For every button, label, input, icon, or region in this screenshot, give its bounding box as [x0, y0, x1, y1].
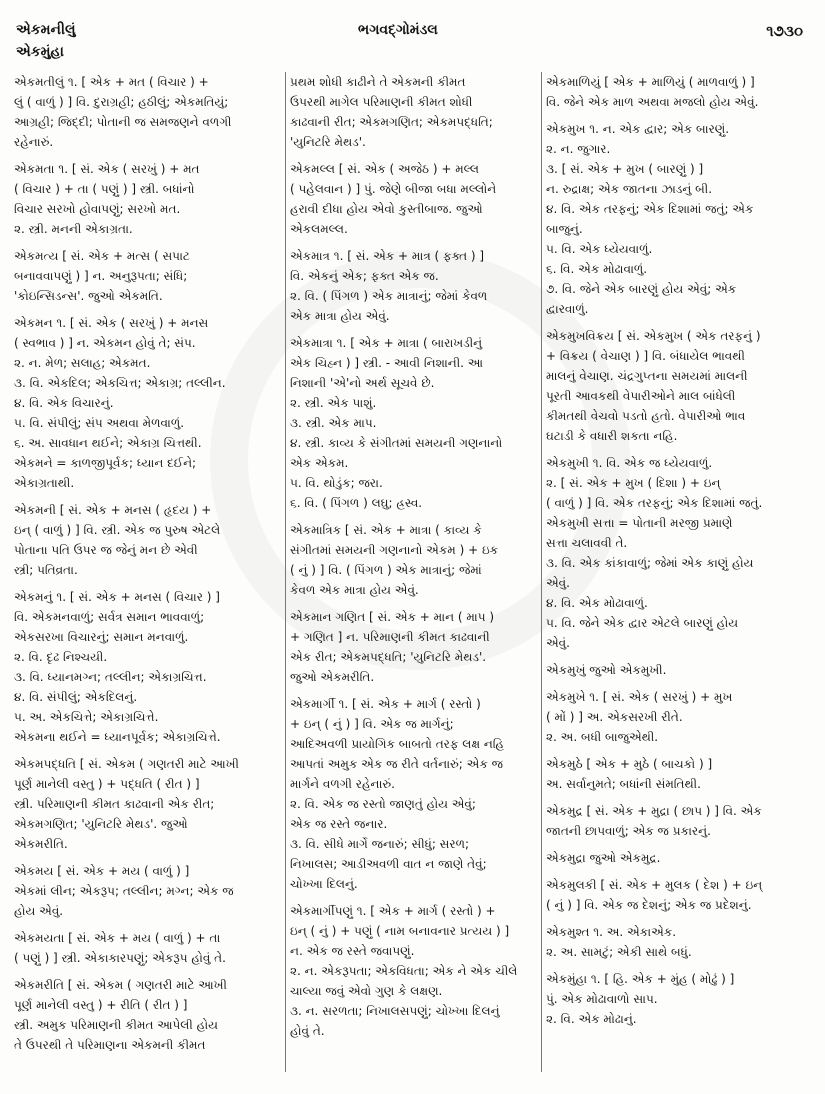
header-left-guideword: એકમનીલું: [16, 22, 76, 38]
entry-text-line: બાજુનું.: [546, 222, 583, 236]
entry-text-line: અ. સર્વાનુમતે; બધાંની સંમતિથી.: [546, 777, 701, 791]
entry-text-line: ૩. વિ. એકદિલ; એકચિત્ત; એકાગ્ર; તલ્લીન.: [14, 376, 226, 390]
entry-text-line: એવું.: [546, 636, 570, 650]
entry-headline: એકમુખું જુઓ એકમુખી.: [546, 663, 667, 677]
entry-headline: એકમન ૧. [ સં. એક ( સરખું ) + મનસ: [14, 316, 209, 330]
entry-text-line: ૬. વિ. એક મોઢાવાળું.: [546, 262, 648, 276]
dictionary-entry: [14, 500, 280, 580]
entry-text-line: 'કોઇન્સિડન્સ'. જુઓ એકમતિ.: [14, 289, 163, 303]
entry-text-line: વિ. એકનું એક; ફક્ત એક જ.: [290, 269, 439, 283]
dictionary-entry: [546, 119, 812, 319]
entry-text-line: ૩. વિ. એક કાંકાવાળું; જેમાં એક કાણું હોય: [546, 556, 754, 570]
dictionary-entry: [290, 520, 538, 600]
entry-text-line: એક રીત; એકમપદ્ધતિ; 'યુનિટરિ મેથડ'.: [290, 650, 487, 664]
entry-text-line: ૫. વિ. એક ધ્યેયવાળું.: [546, 242, 653, 256]
entry-text-line: એકલમલ્લ.: [290, 222, 348, 236]
entry-text-line: ઇન્ ( નું ) + પણું ( નામ બનાવનાર પ્રત્યય ) ]: [290, 924, 510, 938]
entry-text-line: બનાવવાપણું ) ] ન. અનુરૂપતા; સંધિ;: [14, 269, 188, 283]
entry-text-line: ૭. વિ. જેને એક બારણું હોય એવું; એક: [546, 282, 737, 296]
entry-text-line: ૨. વિ. દૃઢ નિશ્ચયી.: [14, 650, 108, 664]
entry-headline: એકમયતા [ સં. એક + મય ( વાળું ) + તા: [14, 931, 221, 945]
entry-text-line: ૨. ન. મેળ; સલાહ; એકમત.: [14, 356, 151, 370]
dictionary-entry: [14, 754, 280, 854]
entry-text-line: આદિઅવળી પ્રાયોગિક બાબતો તરફ લક્ષ નહિ: [290, 737, 505, 751]
entry-text-line: લું ( વાળું ) ] વિ. દુરાગ્રહી; હઠીલું; એકમતિયું;: [14, 95, 229, 109]
entry-headline: એકમાત્ર ૧. [ સં. એક + માત્ર ( ફક્ત ) ]: [290, 249, 485, 263]
dictionary-entry: [14, 313, 280, 493]
entry-text-line: + ઇન્ ( નું ) ] વિ. એક જ માર્ગનું;: [290, 717, 454, 731]
entry-text-line: વિ. એકમનવાળું; સર્વત્ર સમાન ભાવવાળું;: [14, 610, 205, 624]
dictionary-entry: [14, 975, 280, 1055]
entry-text-line: ન. રુદ્રાક્ષ; એક જાતના ઝાડનું બી.: [546, 182, 713, 196]
entry-text-line: ૨. અ. બધી બાજુએથી.: [546, 730, 659, 744]
entry-text-line: ૫. વિ. જેને એક દ્વાર એટલે બારણું હોય: [546, 616, 739, 630]
entry-headline: એકમુઠે [ એક + મુઠે ( બાચકો ) ]: [546, 757, 713, 771]
entry-headline: એકમાર્ગી ૧. [ સં. એક + માર્ગ ( રસ્તો ): [290, 697, 481, 711]
column-1: [14, 72, 280, 1084]
entry-text-line: ૬. અ. સાવધાન થઈને; એકાગ્ર ચિત્તથી.: [14, 436, 202, 450]
dictionary-entry: [14, 246, 280, 306]
dictionary-entry: [546, 660, 812, 680]
entry-text-line: ( નું ) ] વિ. એક જ દેશનું; એક જ પ્રદેશનું.: [546, 898, 752, 912]
header-left-guideword-2: એકમુંહા: [16, 44, 64, 60]
entry-text-line: હરાવી દીધા હોય એવો કુસ્તીબાજ. જુઓ: [290, 202, 483, 216]
entry-text-line: કીમતથી વેચવો પડતો હતો. વેપારીઓ ભાવ: [546, 409, 746, 423]
entry-text-line: ૪. વિ. એક તરફનું; એક દિશામાં જતું; એક: [546, 202, 754, 216]
entry-text-line: ( પણું ) ] સ્ત્રી. એકાકારપણું; એકરૂપ હોવું તે.: [14, 951, 226, 965]
entry-text-line: ૬. વિ. ( પિંગળ ) લઘુ; હ્રસ્વ.: [290, 496, 423, 510]
entry-text-line: ચાલ્યા જવું એવો ગુણ કે લક્ષણ.: [290, 984, 443, 998]
entry-text-line: એકસરખા વિચારનું; સમાન મનવાળું.: [14, 630, 189, 644]
dictionary-entry: [546, 848, 812, 868]
entry-text-line: ૫. વિ. સંપીલું; સંપ અથવા મેળવાળું.: [14, 416, 185, 430]
entry-headline: એકમુખ ૧. ન. એક દ્વાર; એક બારણું.: [546, 122, 730, 136]
entry-headline: એકમતીલું ૧. [ એક + મત ( વિચાર ) +: [14, 75, 209, 89]
entry-text-line: એકમગણિત; 'યુનિટરિ મેથડ'. જુઓ: [14, 817, 188, 831]
entry-text-line: ૨. વિ. એક મોઢાનું.: [546, 1012, 637, 1026]
entry-text-line: માલનું વેચાણ. ચંદ્રગુપ્તના સમયમાં માલની: [546, 369, 748, 383]
header-title: ભગવદ્ગોમંડલ: [358, 22, 438, 38]
entry-headline: એકમની [ સં. એક + મનસ ( હૃદય ) +: [14, 503, 212, 517]
entry-headline: એકમત્ય [ સં. એક + મત્સ ( સપાટ: [14, 249, 190, 263]
entry-text-line: જાતની છાપવાળું; એક જ પ્રકારનું.: [546, 824, 711, 838]
entry-text-line: ( વિચાર ) + તા ( પણું ) ] સ્ત્રી. બધાંનો: [14, 182, 195, 196]
entry-text-line: ૨. ન. જુગાર.: [546, 142, 611, 156]
entry-text-line: સ્ત્રી. પરિમાણની કીમત કાઢવાની એક રીત;: [14, 797, 215, 811]
entry-text-line: ઇન્ ( વાળું ) ] વિ. સ્ત્રી. એક જ પુરુષ એટલે: [14, 523, 221, 537]
entry-text-line: એક જ રસ્તે જનાર.: [290, 817, 388, 831]
dictionary-entry: [546, 801, 812, 841]
entry-text-line: ( મોં ) ] અ. એકસરખી રીતે.: [546, 710, 683, 724]
dictionary-entry: [546, 687, 812, 747]
entry-text-line: ૨. સ્ત્રી. એક પાશું.: [290, 396, 377, 410]
entry-text-line: ૪. વિ. એક મોઢાવાળું.: [546, 596, 648, 610]
entry-text-line: નિશાની 'એ'નો અર્થ સૂચવે છે.: [290, 376, 435, 390]
entry-text-line: સ્ત્રી; પતિવ્રતા.: [14, 563, 78, 577]
entry-text-line: 'યુનિટરિ મેથડ'.: [290, 135, 366, 149]
dictionary-entry: [290, 901, 538, 1041]
dictionary-entry: [14, 159, 280, 239]
entry-headline: એકમરીતિ [ સં. એકમ ( ગણતરી માટે આખી: [14, 978, 227, 992]
entry-text-line: + વિક્રય ( વેચાણ ) ] વિ. બંધાયેલ ભાવથી: [546, 349, 745, 363]
entry-text-line: ૨. અ. સામટું; એકી સાથે બધું.: [546, 945, 692, 959]
entry-text-line: એક એકમ.: [290, 456, 349, 470]
dictionary-entry: [290, 333, 538, 513]
dictionary-entry: [14, 72, 280, 152]
entry-text-line: ઉપરથી માગેલ પરિમાણની કીમત શોધી: [290, 95, 473, 109]
entry-text-line: ઘટાડી કે વધારી શકતા નહિ.: [546, 429, 678, 443]
entry-text-line: પૂર્ણ માનેલી વસ્તુ ) + પદ્ધતિ ( રીત ) ]: [14, 777, 200, 791]
entry-text-line: સ્ત્રી. અમુક પરિમાણની કીમત આપેલી હોય: [14, 1018, 218, 1032]
entry-headline: એકમપદ્ધતિ [ સં. એકમ ( ગણતરી માટે આખી: [14, 757, 239, 771]
entry-headline: એકમુશ્ત ૧. અ. એકાએક.: [546, 925, 677, 939]
dictionary-entry: [14, 587, 280, 747]
entry-headline: એકમાત્રા ૧. [ એક + માત્રા ( બારાખડીનું: [290, 336, 483, 350]
entry-text-line: ૨. ન. એકરૂપતા; એકવિધતા; એક ને એક ચીલે: [290, 964, 518, 978]
entry-text-line: ૩. વિ. ધ્યાનમગ્ન; તલ્લીન; એકાગ્રચિત્ત.: [14, 670, 207, 684]
entry-text-line: એકમના થઈને = ધ્યાનપૂર્વક; એકાગ્રચિત્તે.: [14, 730, 221, 744]
entry-headline: એકમુંહા ૧. [ હિ. એક + મુંહ ( મોઢું ) ]: [546, 972, 735, 986]
entry-text-line: એક ચિહ્ન ) ] સ્ત્રી. - આવી નિશાની. આ: [290, 356, 484, 370]
entry-text-line: ૪. વિ. એક વિચારનું.: [14, 396, 114, 410]
entry-text-line: ૨. [ સં. એક + મુખ ( દિશા ) + ઇન્: [546, 476, 721, 490]
entry-headline: પ્રથમ શોધી કાઢીને તે એકમની કીમત: [290, 75, 466, 89]
column-divider: [541, 72, 542, 1072]
dictionary-entry: [290, 607, 538, 687]
dictionary-entry: [290, 72, 538, 152]
entry-text-line: ૩. [ સં. એક + મુખ ( બારણું ) ]: [546, 162, 704, 176]
entry-text-line: ૨. વિ. એક જ રસ્તો જાણતું હોય એવું;: [290, 797, 476, 811]
entry-text-line: સંગીતમાં સમયની ગણનાનો એકમ ) + ઇક: [290, 543, 499, 557]
entry-text-line: કેવળ એક માત્રા હોય એવું.: [290, 583, 419, 597]
entry-text-line: એકમાં લીન; એકરૂપ; તલ્લીન; મગ્ન; એક જ: [14, 884, 234, 898]
dictionary-entry: [546, 326, 812, 446]
entry-text-line: એક માત્રા હોય એવું.: [290, 309, 390, 323]
entry-headline: એકમુખે ૧. [ સં. એક ( સરખું ) + મુખ: [546, 690, 733, 704]
entry-text-line: એવું.: [546, 576, 570, 590]
entry-text-line: તે ઉપરથી તે પરિમાણના એકમની કીમત: [14, 1038, 206, 1052]
entry-headline: એકમુખવિક્રય [ સં. એકમુખ ( એક તરફનું ): [546, 329, 761, 343]
entry-text-line: ૩. સ્ત્રી. એક માપ.: [290, 416, 377, 430]
entry-text-line: ( પહેલવાન ) ] પું. જેણે બીજા બધા મલ્લોને: [290, 182, 497, 196]
entry-text-line: પૂર્ણ માનેલી વસ્તુ ) + રીતિ ( રીત ) ]: [14, 998, 188, 1012]
entry-text-line: ૩. ન. સરળતા; નિખાલસપણું; ચોખ્ખા દિલનું: [290, 1004, 500, 1018]
dictionary-entry: [546, 875, 812, 915]
dictionary-entry: [290, 159, 538, 239]
entry-text-line: ૫. વિ. થોડુંક; જરા.: [290, 476, 383, 490]
column-2: [290, 72, 538, 1084]
entry-headline: એકમુલકી [ સં. એક + મુલક ( દેશ ) + ઇન્: [546, 878, 763, 892]
entry-text-line: ચોખ્ખા દિલનું.: [290, 877, 358, 891]
page-number: ૧૭૩૦: [766, 22, 803, 40]
entry-headline: એકમાન ગણિત [ સં. એક + માન ( માપ ): [290, 610, 495, 624]
entry-headline: એકમુખી ૧. વિ. એક જ ધ્યેયવાળું.: [546, 456, 713, 470]
entry-text-line: આગ્રહી; જિદ્દી; પોતાની જ સમજણને વળગી: [14, 115, 232, 129]
entry-text-line: એકમરીતિ.: [14, 837, 68, 851]
entry-text-line: પૂરતી આવકથી વેપારીઓને માલ બાંધેલી: [546, 389, 736, 403]
entry-headline: એકમલ્લ [ સં. એક ( અજેઠ ) + મલ્લ: [290, 162, 479, 176]
entry-text-line: ( નું ) ] વિ. ( પિંગળ ) એક માત્રાનું; જેમાં: [290, 563, 482, 577]
entry-text-line: ન. એક જ રસ્તે જવાપણું.: [290, 944, 415, 958]
entry-text-line: સત્તા ચલાવવી તે.: [546, 536, 628, 550]
entry-text-line: વિચાર સરખો હોવાપણું; સરખો મત.: [14, 202, 181, 216]
entry-headline: એકમાળિયું [ એક + માળિયું ( માળવાળું ) ]: [546, 75, 755, 89]
entry-text-line: આપતાં અમુક એક જ રીતે વર્તનારું; એક જ: [290, 757, 503, 771]
entry-text-line: જુઓ એકમરીતિ.: [290, 670, 375, 684]
entry-text-line: ૫. અ. એકચિત્તે; એકાગ્રચિત્તે.: [14, 710, 159, 724]
entry-text-line: ૪. સ્ત્રી. કાવ્ય કે સંગીતમાં સમયની ગણનાનો: [290, 436, 503, 450]
column-3: [546, 72, 812, 1084]
dictionary-entry: [546, 969, 812, 1029]
dictionary-entry: [546, 922, 812, 962]
entry-text-line: એકાગ્રતાથી.: [14, 476, 75, 490]
entry-text-line: નિખાલસ; આડીઅવળી વાત ન જાણે તેવું;: [290, 857, 487, 871]
dictionary-entry: [546, 453, 812, 653]
entry-text-line: રહેનારું.: [14, 135, 54, 149]
dictionary-entry: [546, 72, 812, 112]
entry-headline: એકમતા ૧. [ સં. એક ( સરખું ) + મત: [14, 162, 200, 176]
entry-text-line: ( વાળું ) ] વિ. એક તરફનું; એક દિશામાં જતું.: [546, 496, 763, 510]
entry-headline: એકમુદ્ર [ સં. એક + મુદ્રા ( છાપ ) ] વિ. એક: [546, 804, 762, 818]
entry-text-line: વિ. જેને એક માળ અથવા મજલો હોય એવું.: [546, 95, 759, 109]
dictionary-entry: [290, 694, 538, 894]
entry-text-line: એકમુખી સત્તા = પોતાની મરજી પ્રમાણે: [546, 516, 733, 530]
entry-headline: એકમાર્ગીપણું ૧. [ એક + માર્ગ ( રસ્તો ) +: [290, 904, 496, 918]
entry-text-line: હોય એવું.: [14, 904, 64, 918]
entry-headline: એકમય [ સં. એક + મય ( વાળું ) ]: [14, 864, 190, 878]
dictionary-entry: [14, 928, 280, 968]
entry-text-line: દ્વારવાળું.: [546, 302, 589, 316]
entry-headline: એકમાત્રિક [ સં. એક + માત્રા ( કાવ્ય કે: [290, 523, 482, 537]
entry-text-line: પું. એક મોઢાવાળો સાપ.: [546, 992, 658, 1006]
entry-text-line: હોવું તે.: [290, 1024, 325, 1038]
entry-text-line: કાઢવાની રીત; એકમગણિત; એકમપદ્ધતિ;: [290, 115, 493, 129]
dictionary-entry: [546, 754, 812, 794]
entry-text-line: ૨. સ્ત્રી. મનની એકાગ્રતા.: [14, 222, 133, 236]
page-header: [0, 0, 825, 70]
entry-headline: એકમનું ૧. [ સં. એક + મનસ ( વિચાર ) ]: [14, 590, 220, 604]
dictionary-entry: [14, 861, 280, 921]
entry-text-line: ( સ્વભાવ ) ] ન. એકમન હોવું તે; સંપ.: [14, 336, 196, 350]
entry-text-line: ૩. વિ. સીધે માર્ગે જનારું; સીધું; સરળ;: [290, 837, 470, 851]
entry-text-line: ૪. વિ. સંપીલું; એકદિલનું.: [14, 690, 138, 704]
entry-text-line: એકમને = કાળજીપૂર્વક; ધ્યાન દઈને;: [14, 456, 197, 470]
entry-text-line: માર્ગને વળગી રહેનારું.: [290, 777, 395, 791]
dictionary-entry: [290, 246, 538, 326]
entry-text-line: પોતાના પતિ ઉપર જ જેનું મન છે એવી: [14, 543, 198, 557]
column-divider: [285, 72, 286, 1072]
entry-headline: એકમુદ્રા જુઓ એકમુદ્ર.: [546, 851, 661, 865]
entry-text-line: ૨. વિ. ( પિંગળ ) એક માત્રાનું; જેમાં કેવળ: [290, 289, 488, 303]
entry-text-line: + ગણિત ] ન. પરિમાણની કીમત કાઢવાની: [290, 630, 490, 644]
